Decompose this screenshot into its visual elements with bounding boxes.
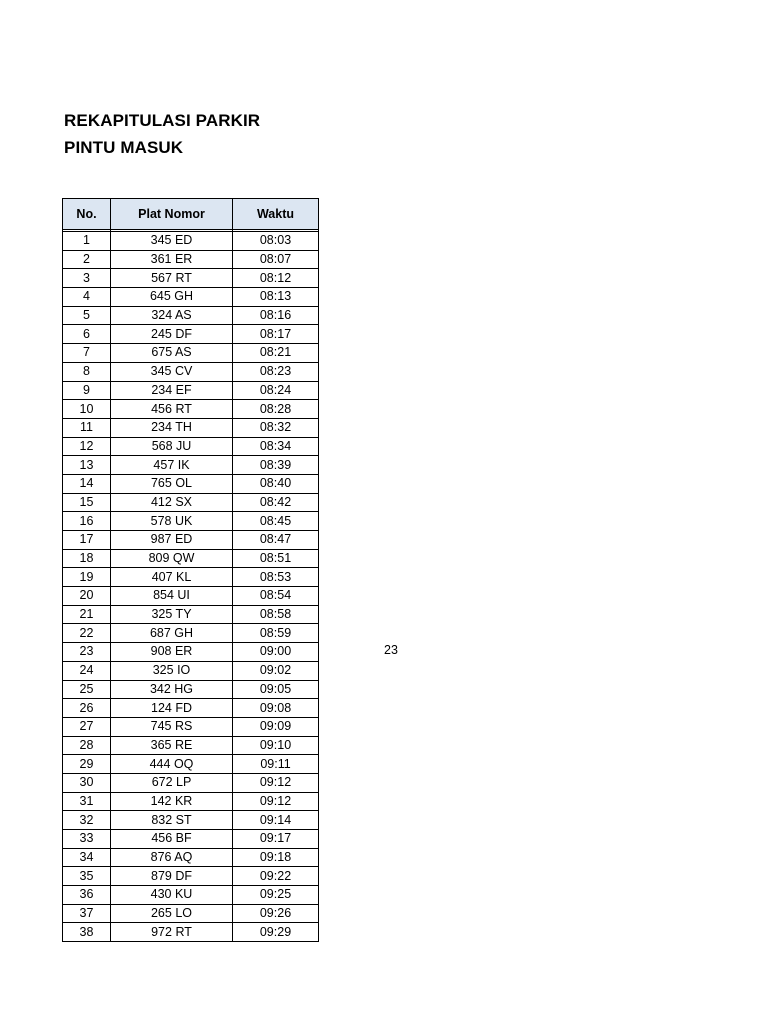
cell-plate: 342 HG bbox=[111, 680, 233, 699]
table-row bbox=[63, 568, 319, 587]
cell-time: 08:40 bbox=[233, 474, 319, 493]
cell-plate: 142 KR bbox=[111, 792, 233, 811]
cell-plate: 567 RT bbox=[111, 269, 233, 288]
cell-no: 5 bbox=[63, 306, 111, 325]
cell-time: 08:16 bbox=[233, 306, 319, 325]
cell-plate: 972 RT bbox=[111, 923, 233, 942]
cell-no: 18 bbox=[63, 549, 111, 568]
cell-no: 35 bbox=[63, 867, 111, 886]
cell-time: 09:10 bbox=[233, 736, 319, 755]
cell-no: 2 bbox=[63, 250, 111, 269]
table-row bbox=[63, 736, 319, 755]
cell-no: 28 bbox=[63, 736, 111, 755]
cell-no: 10 bbox=[63, 400, 111, 419]
table-row bbox=[63, 811, 319, 830]
cell-no: 32 bbox=[63, 811, 111, 830]
cell-plate: 430 KU bbox=[111, 886, 233, 905]
table-row bbox=[63, 923, 319, 942]
cell-time: 08:58 bbox=[233, 605, 319, 624]
cell-plate: 672 LP bbox=[111, 773, 233, 792]
cell-time: 08:24 bbox=[233, 381, 319, 400]
cell-no: 14 bbox=[63, 474, 111, 493]
cell-no: 30 bbox=[63, 773, 111, 792]
cell-plate: 325 TY bbox=[111, 605, 233, 624]
table-row bbox=[63, 437, 319, 456]
cell-time: 09:22 bbox=[233, 867, 319, 886]
cell-plate: 345 CV bbox=[111, 362, 233, 381]
cell-time: 09:29 bbox=[233, 923, 319, 942]
cell-time: 08:45 bbox=[233, 512, 319, 531]
cell-plate: 765 OL bbox=[111, 474, 233, 493]
cell-no: 1 bbox=[63, 232, 111, 251]
side-note-number: 23 bbox=[384, 643, 398, 657]
cell-no: 9 bbox=[63, 381, 111, 400]
cell-no: 17 bbox=[63, 531, 111, 550]
table-row bbox=[63, 344, 319, 363]
cell-time: 09:18 bbox=[233, 848, 319, 867]
cell-plate: 234 EF bbox=[111, 381, 233, 400]
cell-time: 08:54 bbox=[233, 587, 319, 606]
cell-plate: 365 RE bbox=[111, 736, 233, 755]
cell-time: 09:26 bbox=[233, 904, 319, 923]
cell-no: 8 bbox=[63, 362, 111, 381]
table-row bbox=[63, 232, 319, 251]
cell-no: 4 bbox=[63, 288, 111, 307]
cell-plate: 444 OQ bbox=[111, 755, 233, 774]
cell-time: 08:03 bbox=[233, 232, 319, 251]
cell-no: 36 bbox=[63, 886, 111, 905]
table-row bbox=[63, 699, 319, 718]
cell-plate: 879 DF bbox=[111, 867, 233, 886]
table-row bbox=[63, 587, 319, 606]
table-row bbox=[63, 362, 319, 381]
table-row bbox=[63, 325, 319, 344]
table-row bbox=[63, 624, 319, 643]
cell-time: 09:12 bbox=[233, 773, 319, 792]
cell-no: 25 bbox=[63, 680, 111, 699]
parking-table bbox=[62, 198, 319, 942]
cell-no: 7 bbox=[63, 344, 111, 363]
cell-plate: 234 TH bbox=[111, 418, 233, 437]
cell-plate: 245 DF bbox=[111, 325, 233, 344]
cell-no: 16 bbox=[63, 512, 111, 531]
table-row bbox=[63, 288, 319, 307]
table-row bbox=[63, 269, 319, 288]
cell-no: 6 bbox=[63, 325, 111, 344]
cell-time: 09:05 bbox=[233, 680, 319, 699]
cell-time: 09:11 bbox=[233, 755, 319, 774]
column-header-no: No. bbox=[63, 199, 111, 230]
table-row bbox=[63, 400, 319, 419]
cell-plate: 324 AS bbox=[111, 306, 233, 325]
table-row bbox=[63, 493, 319, 512]
cell-no: 29 bbox=[63, 755, 111, 774]
cell-time: 09:25 bbox=[233, 886, 319, 905]
table-row bbox=[63, 848, 319, 867]
table-row bbox=[63, 717, 319, 736]
cell-plate: 325 IO bbox=[111, 661, 233, 680]
table-row bbox=[63, 250, 319, 269]
cell-plate: 412 SX bbox=[111, 493, 233, 512]
cell-plate: 407 KL bbox=[111, 568, 233, 587]
cell-plate: 987 ED bbox=[111, 531, 233, 550]
table-row bbox=[63, 792, 319, 811]
cell-plate: 876 AQ bbox=[111, 848, 233, 867]
table-row bbox=[63, 549, 319, 568]
cell-no: 38 bbox=[63, 923, 111, 942]
cell-time: 08:12 bbox=[233, 269, 319, 288]
cell-time: 08:34 bbox=[233, 437, 319, 456]
table-row bbox=[63, 381, 319, 400]
cell-time: 08:53 bbox=[233, 568, 319, 587]
cell-plate: 745 RS bbox=[111, 717, 233, 736]
cell-no: 23 bbox=[63, 643, 111, 662]
cell-no: 12 bbox=[63, 437, 111, 456]
cell-plate: 809 QW bbox=[111, 549, 233, 568]
cell-plate: 456 BF bbox=[111, 830, 233, 849]
table-row bbox=[63, 306, 319, 325]
cell-time: 09:14 bbox=[233, 811, 319, 830]
table-row bbox=[63, 605, 319, 624]
table-row bbox=[63, 755, 319, 774]
cell-time: 09:17 bbox=[233, 830, 319, 849]
cell-plate: 832 ST bbox=[111, 811, 233, 830]
cell-plate: 124 FD bbox=[111, 699, 233, 718]
table-row bbox=[63, 474, 319, 493]
table-row bbox=[63, 886, 319, 905]
cell-no: 22 bbox=[63, 624, 111, 643]
cell-plate: 675 AS bbox=[111, 344, 233, 363]
cell-time: 08:47 bbox=[233, 531, 319, 550]
cell-no: 20 bbox=[63, 587, 111, 606]
cell-time: 08:39 bbox=[233, 456, 319, 475]
cell-plate: 345 ED bbox=[111, 232, 233, 251]
cell-no: 33 bbox=[63, 830, 111, 849]
table-row bbox=[63, 418, 319, 437]
table-row bbox=[63, 643, 319, 662]
cell-time: 08:32 bbox=[233, 418, 319, 437]
cell-time: 08:42 bbox=[233, 493, 319, 512]
cell-time: 09:09 bbox=[233, 717, 319, 736]
cell-no: 24 bbox=[63, 661, 111, 680]
cell-plate: 456 RT bbox=[111, 400, 233, 419]
cell-time: 08:59 bbox=[233, 624, 319, 643]
cell-plate: 568 JU bbox=[111, 437, 233, 456]
cell-no: 26 bbox=[63, 699, 111, 718]
table-row bbox=[63, 456, 319, 475]
cell-plate: 361 ER bbox=[111, 250, 233, 269]
cell-no: 3 bbox=[63, 269, 111, 288]
cell-plate: 687 GH bbox=[111, 624, 233, 643]
cell-time: 09:08 bbox=[233, 699, 319, 718]
cell-plate: 908 ER bbox=[111, 643, 233, 662]
cell-no: 37 bbox=[63, 904, 111, 923]
cell-time: 08:23 bbox=[233, 362, 319, 381]
column-header-time: Waktu bbox=[233, 199, 319, 230]
cell-plate: 854 UI bbox=[111, 587, 233, 606]
cell-time: 08:13 bbox=[233, 288, 319, 307]
report-title: REKAPITULASI PARKIR bbox=[64, 111, 261, 130]
table-row bbox=[63, 867, 319, 886]
column-header-plate: Plat Nomor bbox=[111, 199, 233, 230]
cell-time: 09:12 bbox=[233, 792, 319, 811]
table-header-row bbox=[63, 199, 319, 230]
cell-plate: 265 LO bbox=[111, 904, 233, 923]
cell-no: 34 bbox=[63, 848, 111, 867]
cell-time: 08:21 bbox=[233, 344, 319, 363]
cell-time: 08:07 bbox=[233, 250, 319, 269]
cell-no: 13 bbox=[63, 456, 111, 475]
cell-time: 08:17 bbox=[233, 325, 319, 344]
table-row bbox=[63, 773, 319, 792]
table-row bbox=[63, 512, 319, 531]
table-row bbox=[63, 904, 319, 923]
cell-plate: 645 GH bbox=[111, 288, 233, 307]
cell-no: 15 bbox=[63, 493, 111, 512]
table-row bbox=[63, 830, 319, 849]
cell-time: 08:28 bbox=[233, 400, 319, 419]
cell-time: 09:02 bbox=[233, 661, 319, 680]
cell-plate: 578 UK bbox=[111, 512, 233, 531]
cell-no: 19 bbox=[63, 568, 111, 587]
cell-no: 11 bbox=[63, 418, 111, 437]
table-row bbox=[63, 531, 319, 550]
cell-time: 08:51 bbox=[233, 549, 319, 568]
table-row bbox=[63, 680, 319, 699]
cell-no: 27 bbox=[63, 717, 111, 736]
cell-plate: 457 IK bbox=[111, 456, 233, 475]
report-subtitle: PINTU MASUK bbox=[64, 138, 184, 157]
cell-no: 21 bbox=[63, 605, 111, 624]
cell-time: 09:00 bbox=[233, 643, 319, 662]
table-row bbox=[63, 661, 319, 680]
cell-no: 31 bbox=[63, 792, 111, 811]
